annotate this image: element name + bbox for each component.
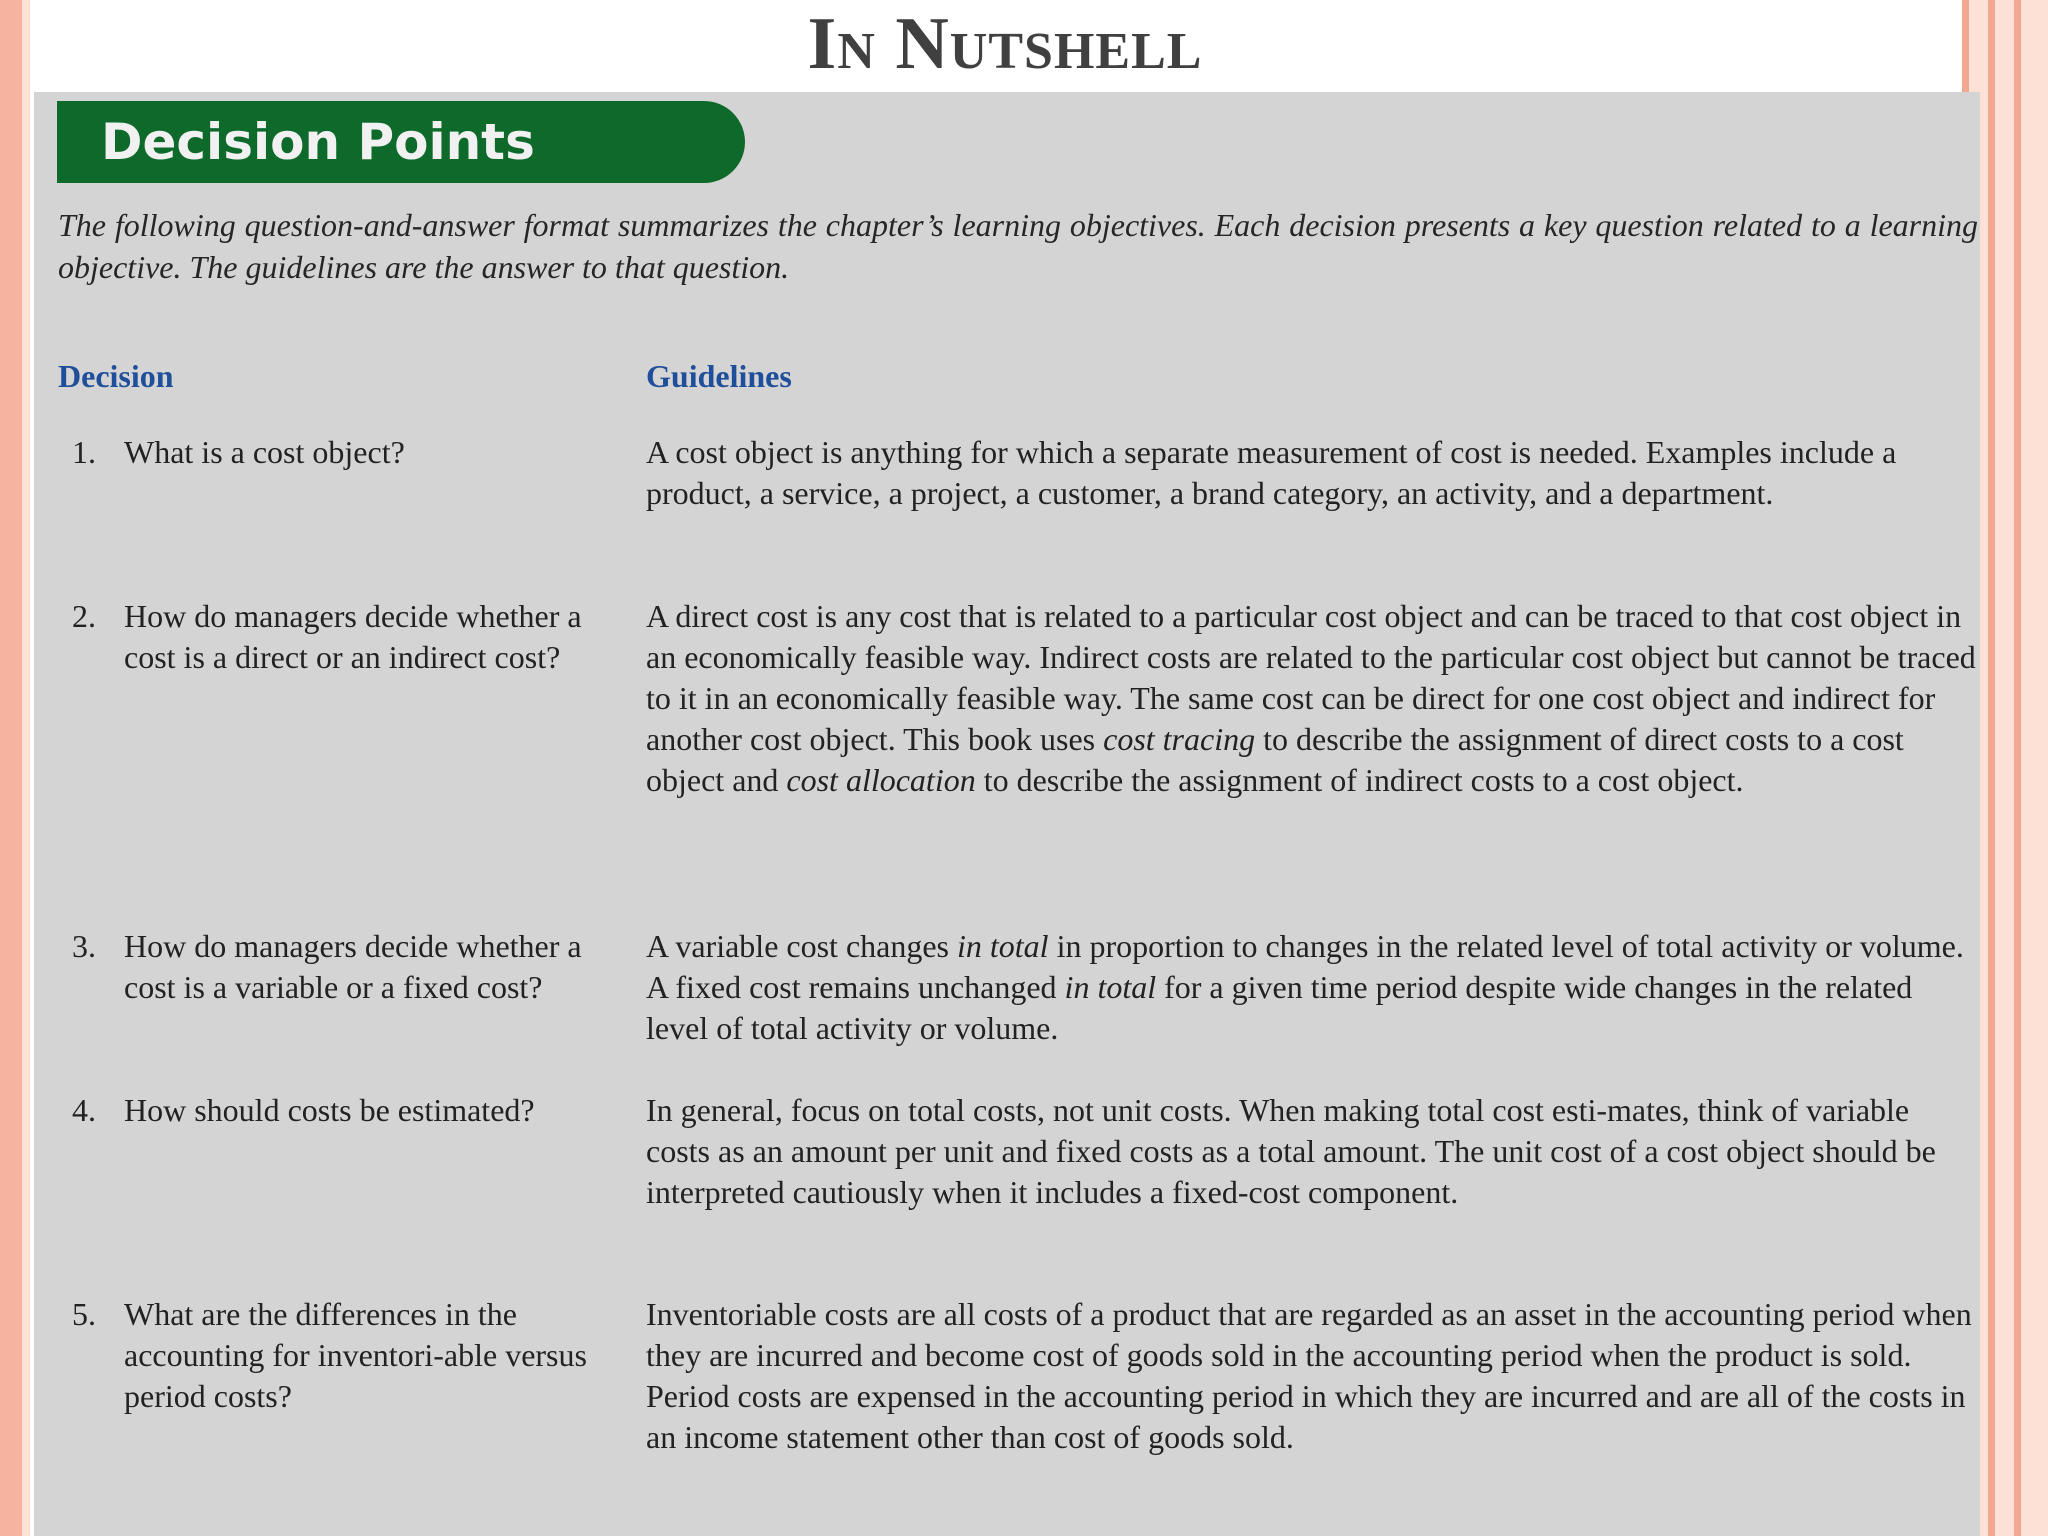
left-decorative-stripe-inner <box>22 0 30 1536</box>
right-frame-line <box>2014 0 2021 1536</box>
guideline-answer: A variable cost changes in total in proportion to changes in the related level of total activity or volume. A fixed cost remains unchanged in total for a given time period despite wide changes in the related level of total activity or volume. <box>646 928 1964 1046</box>
row-number: 1. <box>72 434 96 470</box>
guideline-answer: A cost object is anything for which a separate measurement of cost is needed. Examples include a product, a service, a project, a customer, a brand category, an activity, and a department. <box>646 434 1897 511</box>
guideline-answer: Inventoriable costs are all costs of a product that are regarded as an asset in the accounting period when they are incurred and become cost of goods sold in the accounting period when the product is sold. Period costs are expensed in the accounting period in which they are incurred and are all of the costs in an income statement other than cost of goods sold. <box>646 1296 1972 1455</box>
guideline-answer: In general, focus on total costs, not unit costs. When making total cost esti-mates, think of variable costs as an amount per unit and fixed costs as a total amount. The unit cost of a cost object should be interpreted cautiously when it includes a fixed-cost component. <box>646 1092 1936 1210</box>
row-number: 5. <box>72 1296 96 1332</box>
banner-label: Decision Points <box>101 113 535 171</box>
decision-question: What are the differences in the accounting for inventori-able versus period costs? <box>124 1296 587 1414</box>
decision-question: What is a cost object? <box>124 434 405 470</box>
left-decorative-stripe <box>0 0 22 1536</box>
intro-paragraph: The following question-and-answer format summarizes the chapter’s learning objectives. Each decision presents a key question related to a learning objective. The guidelines are the answer to that question. <box>58 207 1978 285</box>
decision-points-banner <box>57 101 745 183</box>
right-frame-line <box>1988 0 1995 1536</box>
slide-title: In Nutshell <box>807 3 1203 85</box>
decision-question: How do managers decide whether a cost is a variable or a fixed cost? <box>124 928 582 1005</box>
decision-question: How should costs be estimated? <box>124 1092 535 1128</box>
row-number: 2. <box>72 598 96 634</box>
emphasis-in-total: in total <box>957 928 1049 964</box>
decision-points-panel <box>34 92 1980 1536</box>
emphasis-cost-allocation: cost allocation <box>786 762 976 798</box>
emphasis-cost-tracing: cost tracing <box>1103 721 1256 757</box>
decision-question: How do managers decide whether a cost is a direct or an indirect cost? <box>124 598 582 675</box>
row-number: 4. <box>72 1092 96 1128</box>
row-number: 3. <box>72 928 96 964</box>
guidelines-column-header: Guidelines <box>646 358 792 394</box>
guideline-answer: A direct cost is any cost that is related to a particular cost object and can be traced to that cost object in an economically feasible way. Indirect costs are related to the particular cost object but cannot be traced to it in an economically feasible way. The same cost can be direct for one cost object and indirect for another cost object. This book uses cost tracing to describe the assignment of direct costs to a cost object and cost allocation to describe the assignment of indirect costs to a cost object. <box>646 598 1976 798</box>
emphasis-in-total: in total <box>1064 969 1157 1005</box>
decision-column-header: Decision <box>58 358 174 394</box>
